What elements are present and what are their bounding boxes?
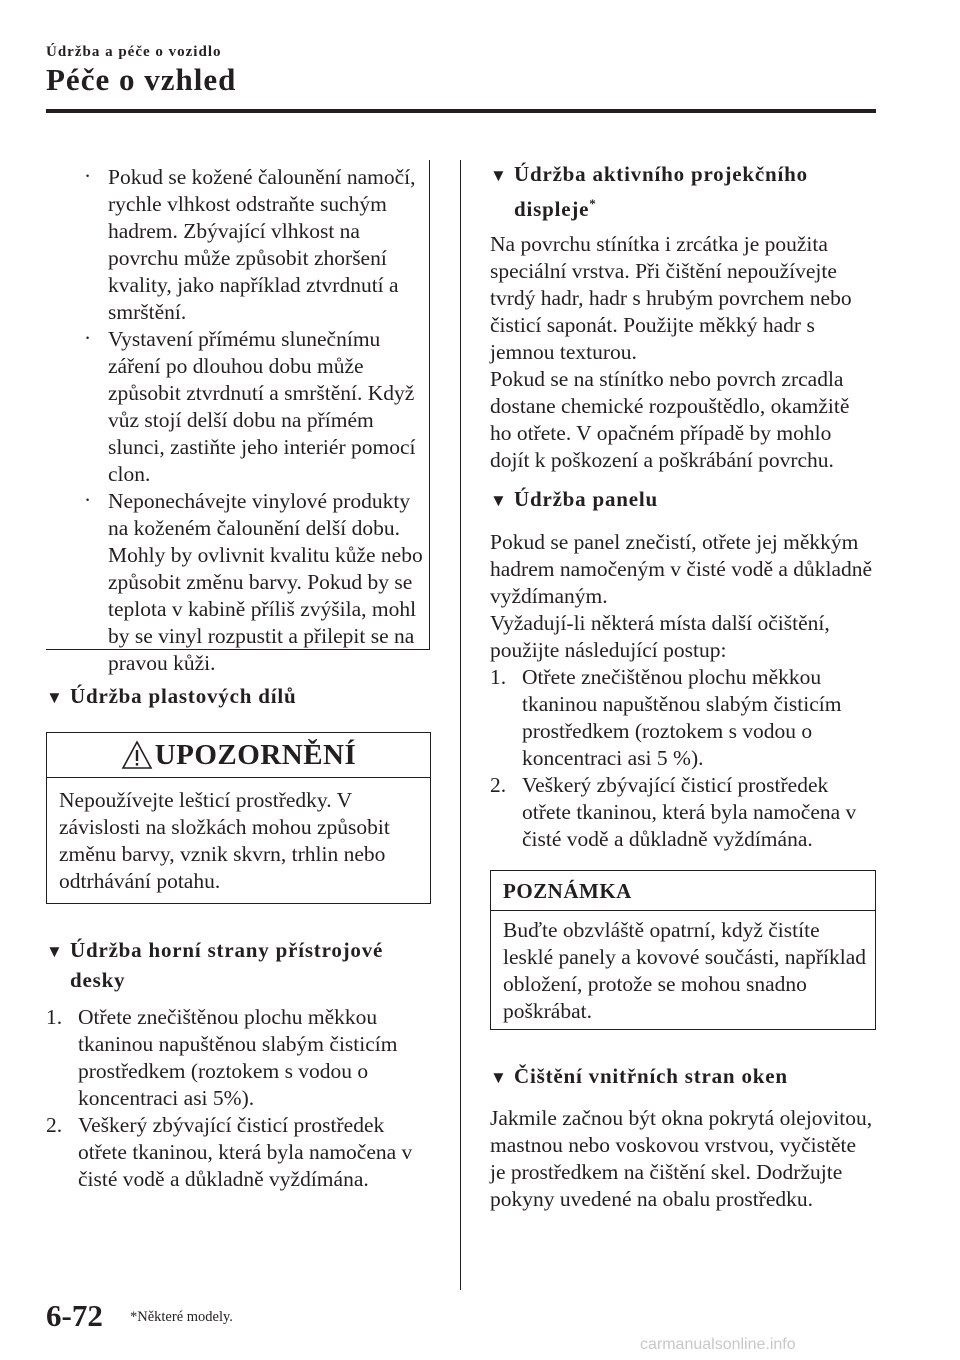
heading-hud xyxy=(490,160,880,223)
hud-text xyxy=(490,231,876,474)
list-item: 2. Veškerý zbývající čisticí prostředek otřete tkaninou, která byla namočena v čisté vodě a důkladně vyždímána. xyxy=(490,773,857,851)
paragraph: Pokud se panel znečistí, otřete jej měkkým hadrem namočeným v čisté vodě a důkladně vyždímaným. xyxy=(490,530,873,608)
list-item: 1. Otřete znečištěnou plochu měkkou tkaninou napuštěnou slabým čisticím prostředkem (roztokem s vodou o koncentraci asi 5%). xyxy=(46,1005,398,1110)
paragraph: Pokud se na stínítko nebo povrch zrcadla dostane chemické rozpouštědlo, okamžitě ho otřete. V opačném případě by mohlo dojít k poškození a poškrábání povrchu. xyxy=(490,367,850,472)
header-rule xyxy=(46,109,876,113)
warning-header xyxy=(47,733,430,778)
footnote: *Některé modely. xyxy=(130,1309,233,1325)
warning-box xyxy=(46,732,431,904)
triangle-down-icon: ▼ xyxy=(46,942,64,961)
heading-text: Údržba aktivního projekčního xyxy=(514,162,808,186)
heading-text: Čištění vnitřních stran oken xyxy=(514,1064,788,1088)
bullet-item: · Pokud se kožené čalounění namočí, rychle vlhkost odstraňte suchým hadrem. Zbývající vlhkost na povrchu může způsobit zhoršení kvality, jako například ztvrdnutí a smrštění. xyxy=(78,164,428,326)
note-text: Buďte obzvláště opatrní, když čistíte lesklé panely a kovové součásti, například obložení, protože se mohou snadno poškrábat. xyxy=(503,918,867,1023)
warning-text: Nepoužívejte lešticí prostředky. V závislosti na složkách mohou způsobit změnu barvy, vznik skvrn, trhlin nebo odtrhávání potahu. xyxy=(59,788,390,893)
heading-dashboard xyxy=(46,936,436,994)
bullet-item: · Neponechávejte vinylové produkty na koženém čalounění delší dobu. Mohly by ovlivnit kvalitu kůže nebo způsobit změnu barvy. Pokud by se teplota v kabině příliš zvýšila, mohl by se vinyl rozpustit a přilepit se na pravou kůži. xyxy=(78,488,428,677)
section-title: Údržba a péče o vozidlo xyxy=(46,44,222,60)
note-header: POZNÁMKA xyxy=(491,871,875,911)
list-item: 2. Veškerý zbývající čisticí prostředek otřete tkaninou, která byla namočena v čisté vodě a důkladně vyždímána. xyxy=(46,1113,413,1191)
paragraph: Vyžadují-li některá místa další očištění, použijte následující postup: xyxy=(490,611,830,662)
heading-text-continued: displeje xyxy=(514,197,590,221)
heading-text: Údržba plastových dílů xyxy=(70,684,297,708)
column-divider xyxy=(460,160,461,1290)
heading-text-continued: desky xyxy=(70,968,126,992)
heading-text: Údržba panelu xyxy=(514,487,659,511)
triangle-down-icon: ▼ xyxy=(490,1068,508,1087)
page-number: 6-72 xyxy=(46,1298,103,1333)
panel-text xyxy=(490,529,876,853)
paragraph: Jakmile začnou být okna pokrytá olejovitou, mastnou nebo voskovou vrstvou, vyčistěte je prostředkem na čištění skel. Dodržujte pokyny uvedené na obalu prostředku. xyxy=(490,1106,873,1211)
heading-panel xyxy=(490,485,880,515)
bullet-item: · Vystavení přímému slunečnímu záření po dlouhou dobu může způsobit ztvrdnutí a smrštění. Když vůz stojí delší dobu na přímém slunci, zastiňte jeho interiér pomocí clon. xyxy=(78,326,428,488)
list-item: 1. Otřete znečištěnou plochu měkkou tkaninou napuštěnou slabým čisticím prostředkem (roztokem s vodou o koncentraci asi 5 %). xyxy=(490,665,842,770)
dashboard-steps xyxy=(46,1004,426,1193)
warning-label: UPOZORNĚNÍ xyxy=(154,738,357,771)
leather-bullets xyxy=(78,164,428,677)
heading-plastic-parts xyxy=(46,682,436,712)
page-title: Péče o vzhled xyxy=(46,62,237,97)
note-box xyxy=(490,870,876,1030)
paragraph: Na povrchu stínítka i zrcátka je použita speciální vrstva. Při čištění nepoužívejte tvrdý hadr, hadr s hrubým povrchem nebo čisticí saponát. Použijte měkký hadr s jemnou texturou. xyxy=(490,232,852,364)
watermark: carmanualsonline.info xyxy=(640,1336,796,1353)
heading-text: Údržba horní strany přístrojové xyxy=(70,938,384,962)
triangle-down-icon: ▼ xyxy=(46,688,64,707)
triangle-down-icon: ▼ xyxy=(490,491,508,510)
footnote-asterisk: * xyxy=(589,196,597,211)
leather-care-box xyxy=(46,160,430,675)
warning-triangle-icon xyxy=(121,740,153,770)
triangle-down-icon: ▼ xyxy=(490,166,508,185)
windows-text xyxy=(490,1105,876,1213)
heading-windows xyxy=(490,1062,880,1092)
